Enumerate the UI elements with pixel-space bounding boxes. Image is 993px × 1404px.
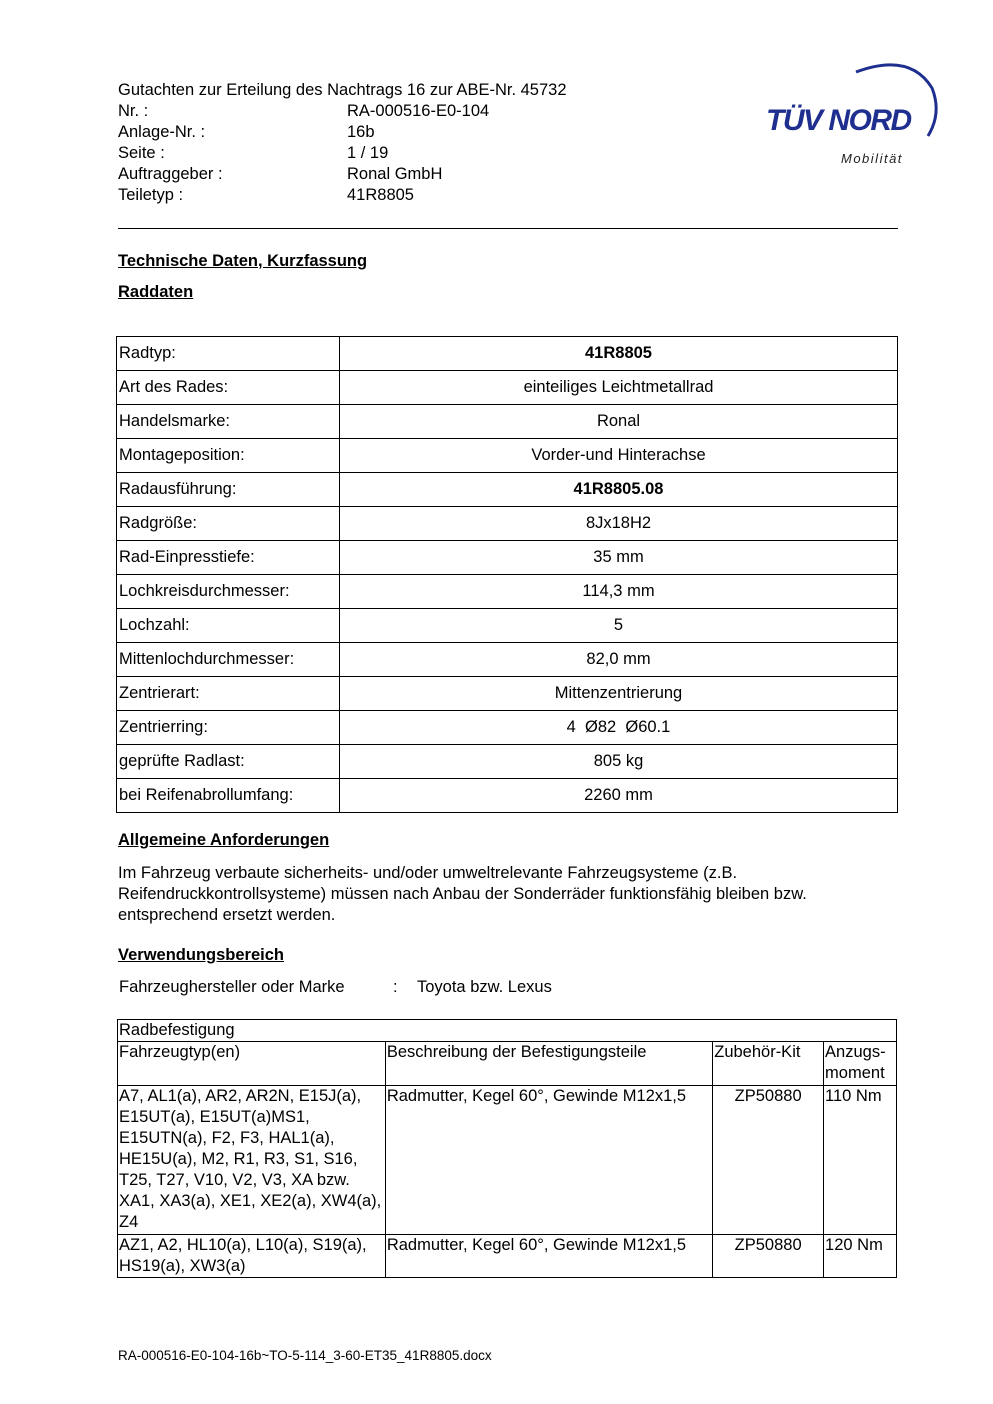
raddaten-label: bei Reifenabrollumfang: [117, 779, 340, 813]
header-value: RA-000516-E0-104 [347, 102, 490, 120]
raddaten-label: Radausführung: [117, 473, 340, 507]
raddaten-value: Vorder-und Hinterachse [340, 439, 898, 473]
technical-heading: Technische Daten, Kurzfassung [118, 252, 368, 270]
table-row [117, 643, 898, 677]
raddaten-label: Handelsmarke: [117, 405, 340, 439]
verwendung-label: Fahrzeughersteller oder Marke [119, 978, 345, 996]
document-title: Gutachten zur Erteilung des Nachtrags 16 zur ABE-Nr. 45732 [118, 81, 567, 99]
header-label: Seite : [118, 144, 165, 162]
table-row [117, 677, 898, 711]
raddaten-value: Ronal [340, 405, 898, 439]
vehicle-types-cell: AZ1, A2, HL10(a), L10(a), S19(a), HS19(a), XW3(a) [118, 1235, 386, 1278]
raddaten-value: 41R8805.08 [340, 473, 898, 507]
table-row [117, 337, 898, 371]
header-value: Ronal GmbH [347, 165, 443, 183]
header-label: Auftraggeber : [118, 165, 223, 183]
raddaten-value: 41R8805 [340, 337, 898, 371]
table-row [117, 473, 898, 507]
raddaten-label: Lochkreisdurchmesser: [117, 575, 340, 609]
column-header: Zubehör-Kit [713, 1042, 824, 1086]
table-row [117, 371, 898, 405]
table-row [117, 405, 898, 439]
raddaten-label: geprüfte Radlast: [117, 745, 340, 779]
header-value: 16b [347, 123, 375, 141]
table-row [117, 745, 898, 779]
column-header: Beschreibung der Befestigungsteile [385, 1042, 712, 1086]
header-label: Nr. : [118, 102, 149, 120]
raddaten-label: Zentrierart: [117, 677, 340, 711]
raddaten-value: 805 kg [340, 745, 898, 779]
raddaten-value: 4 Ø82 Ø60.1 [340, 711, 898, 745]
raddaten-value: 2260 mm [340, 779, 898, 813]
radbefestigung-table [117, 1019, 897, 1278]
raddaten-label: Mittenlochdurchmesser: [117, 643, 340, 677]
torque-cell: 110 Nm [824, 1086, 897, 1235]
header-label: Anlage-Nr. : [118, 123, 206, 141]
table-row [117, 609, 898, 643]
raddaten-label: Montageposition: [117, 439, 340, 473]
allgemein-heading: Allgemeine Anforderungen [118, 831, 330, 849]
raddaten-value: 5 [340, 609, 898, 643]
column-header: Fahrzeugtyp(en) [118, 1042, 386, 1086]
raddaten-label: Radtyp: [117, 337, 340, 371]
logo-brand: TÜV NORD [766, 104, 911, 137]
kit-cell: ZP50880 [713, 1235, 824, 1278]
description-cell: Radmutter, Kegel 60°, Gewinde M12x1,5 [385, 1235, 712, 1278]
header-divider [118, 228, 898, 229]
footer-filename: RA-000516-E0-104-16b~TO-5-114_3-60-ET35_41R8805.docx [118, 1348, 492, 1363]
logo-sub: Mobilität [841, 151, 903, 166]
description-cell: Radmutter, Kegel 60°, Gewinde M12x1,5 [385, 1086, 712, 1235]
table-row [117, 507, 898, 541]
raddaten-label: Lochzahl: [117, 609, 340, 643]
allgemein-paragraph: Im Fahrzeug verbaute sicherheits- und/oder umweltrelevante Fahrzeugsysteme (z.B. Reifendruckkontrollsysteme) müssen nach Anbau der Sonderräder funktionsfähig bleiben bzw. entsprechend ersetzt werden. [118, 864, 807, 924]
raddaten-label: Radgröße: [117, 507, 340, 541]
table-row [118, 1086, 897, 1235]
table-row [117, 711, 898, 745]
raddaten-value: einteiliges Leichtmetallrad [340, 371, 898, 405]
kit-cell: ZP50880 [713, 1086, 824, 1235]
raddaten-label: Zentrierring: [117, 711, 340, 745]
raddaten-heading: Raddaten [118, 283, 194, 301]
raddaten-value: 114,3 mm [340, 575, 898, 609]
header-value: 41R8805 [347, 186, 414, 204]
raddaten-value: Mittenzentrierung [340, 677, 898, 711]
vehicle-types-cell: A7, AL1(a), AR2, AR2N, E15J(a), E15UT(a), E15UT(a)MS1, E15UTN(a), F2, F3, HAL1(a), HE15U(a), M2, R1, R3, S1, S16, T25, T27, V10, V2, V3, XA bzw. XA1, XA3(a), XE1, XE2(a), XW4(a), Z4 [118, 1086, 386, 1235]
table-row [117, 779, 898, 813]
raddaten-value: 35 mm [340, 541, 898, 575]
radbefestigung-title: Radbefestigung [118, 1020, 897, 1042]
raddaten-value: 8Jx18H2 [340, 507, 898, 541]
raddaten-value: 82,0 mm [340, 643, 898, 677]
raddaten-table [116, 336, 898, 813]
torque-cell: 120 Nm [824, 1235, 897, 1278]
verwendung-value: Toyota bzw. Lexus [417, 978, 552, 996]
raddaten-label: Art des Rades: [117, 371, 340, 405]
header-label: Teiletyp : [118, 186, 184, 204]
header-value: 1 / 19 [347, 144, 389, 162]
tuv-nord-logo [760, 58, 945, 173]
column-header: Anzugs-moment [824, 1042, 897, 1086]
raddaten-label: Rad-Einpresstiefe: [117, 541, 340, 575]
verwendung-heading: Verwendungsbereich [118, 946, 284, 964]
table-row [117, 575, 898, 609]
table-row [117, 439, 898, 473]
table-row [117, 541, 898, 575]
verwendung-separator: : [393, 978, 398, 996]
table-title-row [118, 1020, 897, 1042]
table-row [118, 1235, 897, 1278]
table-header-row [118, 1042, 897, 1086]
